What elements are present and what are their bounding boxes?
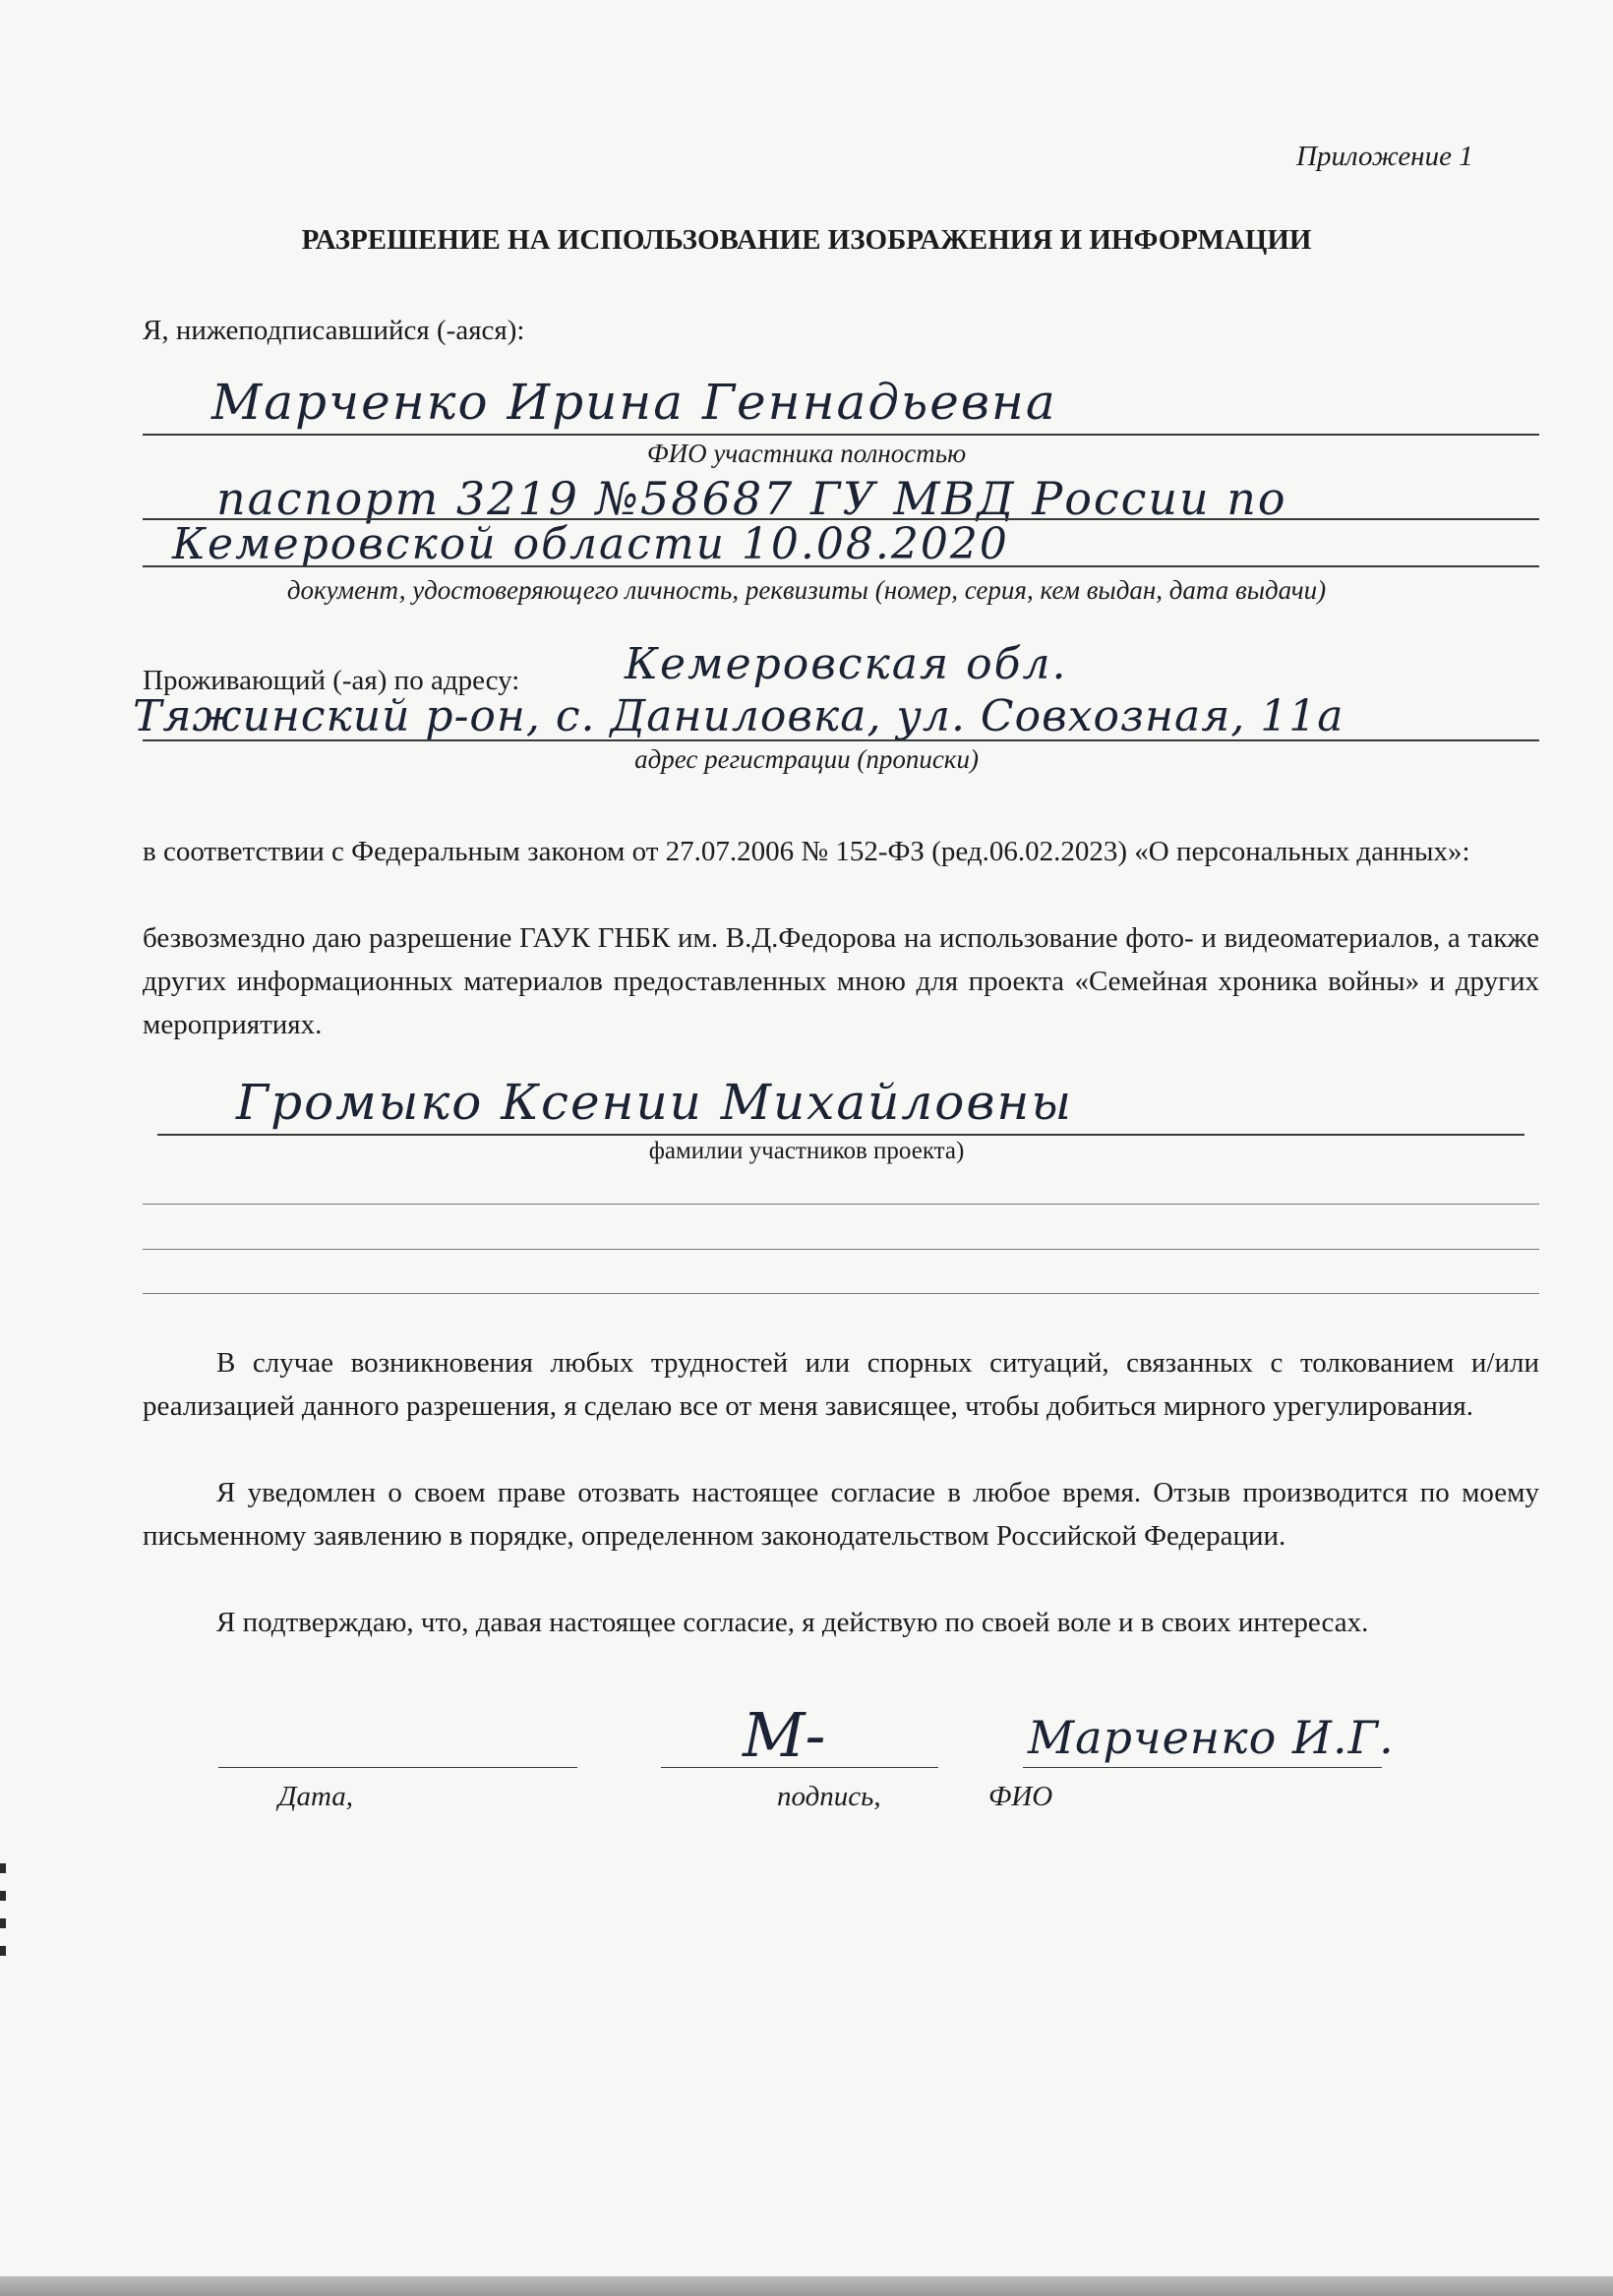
grant-paragraph: безвозмездно даю разрешение ГАУК ГНБК им. В.Д.Федорова на использование фото- и видеоматериалов, а также других информационных материалов предоставленных мною для проекта «Семейная хроника войны» и других мероприятиях.	[143, 922, 1539, 1040]
undersigned-label: Я, нижеподписавшийся (-аяся):	[143, 315, 525, 346]
date-label: Дата,	[278, 1781, 353, 1812]
signature-mark: М-	[743, 1699, 826, 1771]
document-handwritten-line-2: Кемеровской области 10.08.2020	[172, 519, 1009, 569]
document-caption: документ, удостоверяющего личность, реквизиты (номер, серия, кем выдан, дата выдачи)	[286, 575, 1327, 605]
address-label: Проживающий (-ая) по адресу:	[143, 665, 520, 696]
participants-handwritten: Громыко Ксении Михайловны	[236, 1074, 1074, 1131]
address-caption: адрес регистрации (прописки)	[634, 744, 979, 774]
revocation-paragraph: Я уведомлен о своем праве отозвать настоящее согласие в любое время. Отзыв производится по моему письменному заявлению в порядке, определенном законодательством Российской Федерации.	[143, 1477, 1539, 1552]
fio-label: ФИО	[988, 1781, 1053, 1812]
date-line	[218, 1767, 577, 1768]
blank-line	[143, 1293, 1539, 1294]
document-title: РАЗРЕШЕНИЕ НА ИСПОЛЬЗОВАНИЕ ИЗОБРАЖЕНИЯ И ИНФОРМАЦИИ	[301, 224, 1312, 256]
fio-line	[143, 434, 1539, 436]
appendix-label: Приложение 1	[1296, 141, 1473, 172]
fio-caption: ФИО участника полностью	[646, 439, 967, 468]
participants-caption: фамилии участников проекта)	[648, 1138, 965, 1164]
address-handwritten-line-2: Тяжинский р-он, с. Даниловка, ул. Совхозная, 11а	[133, 691, 1344, 741]
participants-line	[157, 1134, 1524, 1136]
blank-line	[143, 1249, 1539, 1250]
blank-line	[143, 1204, 1539, 1205]
fio-signature-handwritten: Марченко И.Г.	[1028, 1711, 1395, 1764]
fio-signature-line	[1023, 1767, 1382, 1768]
signature-label: подпись,	[777, 1781, 881, 1812]
fio-handwritten: Марченко Ирина Геннадьевна	[211, 374, 1057, 431]
document-handwritten-line-1: паспорт 3219 №58687 ГУ МВД России по	[216, 472, 1287, 525]
scan-bottom-edge	[0, 2276, 1613, 2296]
dispute-paragraph: В случае возникновения любых трудностей или спорных ситуаций, связанных с толкованием и/или реализацией данного разрешения, я сделаю все от меня зависящее, чтобы добиться мирного урегулирования.	[143, 1347, 1539, 1422]
scan-edge-marks	[0, 1863, 6, 1972]
document-line-2	[143, 565, 1539, 567]
address-handwritten-line-1: Кемеровская обл.	[625, 639, 1068, 689]
law-paragraph: в соответствии с Федеральным законом от 27.07.2006 № 152-ФЗ (ред.06.02.2023) «О персональных данных»:	[143, 836, 1470, 867]
confirmation-paragraph: Я подтверждаю, что, давая настоящее согласие, я действую по своей воле и в своих интересах.	[216, 1607, 1369, 1638]
address-line	[143, 739, 1539, 741]
